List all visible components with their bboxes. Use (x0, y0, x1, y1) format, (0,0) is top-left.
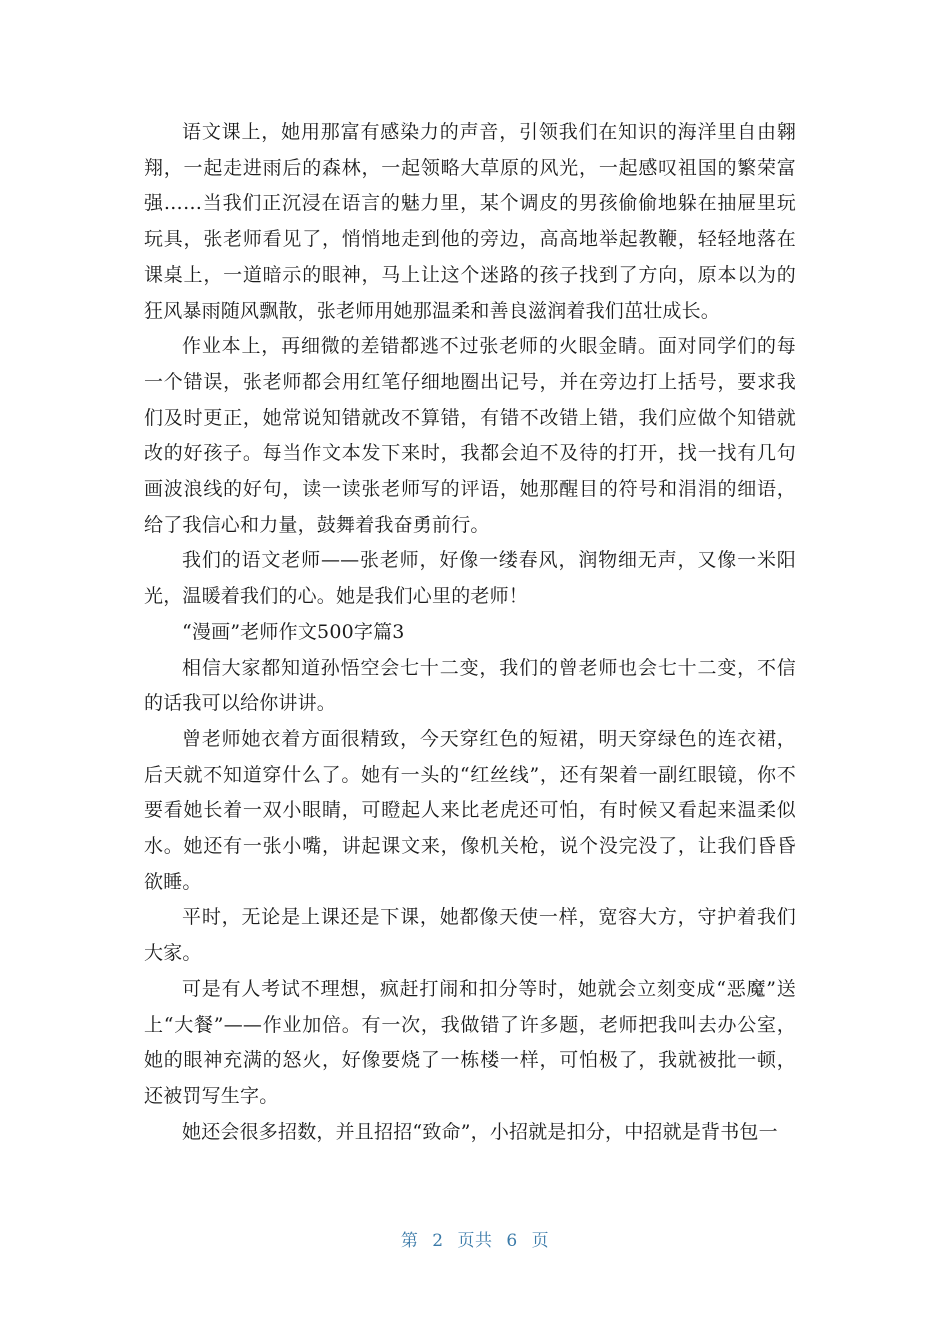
page-middle-text: 页共 (457, 1231, 493, 1251)
paragraph: 可是有人考试不理想，疯赶打闹和扣分等时，她就会立刻变成“恶魔”送上“大餐”——作业加倍。有一次，我做错了许多题，老师把我叫去办公室，她的眼神充满的怒火，好像要烧了一栋楼一样，可怕极了，我就被批一顿，还被罚写生字。 (144, 977, 796, 1107)
page-prefix: 第 (400, 1231, 419, 1251)
paragraph: 曾老师她衣着方面很精致，今天穿红色的短裙，明天穿绿色的连衣裙，后天就不知道穿什么了。她有一头的“红丝线”，还有架着一副红眼镜，你不要看她长着一双小眼睛，可瞪起人来比老虎还可怕，有时候又看起来温柔似水。她还有一张小嘴，讲起课文来，像机关枪，说个没完没了，让我们昏昏欲睡。 (144, 727, 796, 893)
paragraph: 平时，无论是上课还是下课，她都像天使一样，宽容大方，守护着我们大家。 (144, 906, 796, 965)
paragraph: 语文课上，她用那富有感染力的声音，引领我们在知识的海洋里自由翱翔，一起走进雨后的森林，一起领略大草原的风光，一起感叹祖国的繁荣富强……当我们正沉浸在语言的魅力里，某个调皮的男孩偷偷地躲在抽屉里玩玩具，张老师看见了，悄悄地走到他的旁边，高高地举起教鞭，轻轻地落在课桌上，一道暗示的眼神，马上让这个迷路的孩子找到了方向，原本以为的狂风暴雨随风飘散，张老师用她那温柔和善良滋润着我们茁壮成长。 (144, 121, 796, 322)
paragraph: 她还会很多招数，并且招招“致命”，小招就是扣分，中招就是背书包一 (182, 1120, 778, 1143)
page-number-footer (0, 1226, 950, 1251)
current-page-number: 2 (432, 1231, 444, 1251)
section-heading: “漫画”老师作文500字篇3 (182, 620, 405, 643)
document-body (144, 115, 796, 1150)
total-page-count: 6 (506, 1231, 518, 1251)
page-suffix: 页 (531, 1231, 550, 1251)
paragraph: 作业本上，再细微的差错都逃不过张老师的火眼金睛。面对同学们的每一个错误，张老师都会用红笔仔细地圈出记号，并在旁边打上括号，要求我们及时更正，她常说知错就改不算错，有错不改错上错，我们应做个知错就改的好孩子。每当作文本发下来时，我都会迫不及待的打开，找一找有几句画波浪线的好句，读一读张老师写的评语，她那醒目的符号和涓涓的细语，给了我信心和力量，鼓舞着我奋勇前行。 (144, 335, 796, 536)
paragraph: 我们的语文老师——张老师，好像一缕春风，润物细无声，又像一米阳光，温暖着我们的心。她是我们心里的老师！ (144, 549, 796, 608)
paragraph: 相信大家都知道孙悟空会七十二变，我们的曾老师也会七十二变，不信的话我可以给你讲讲。 (144, 656, 796, 715)
